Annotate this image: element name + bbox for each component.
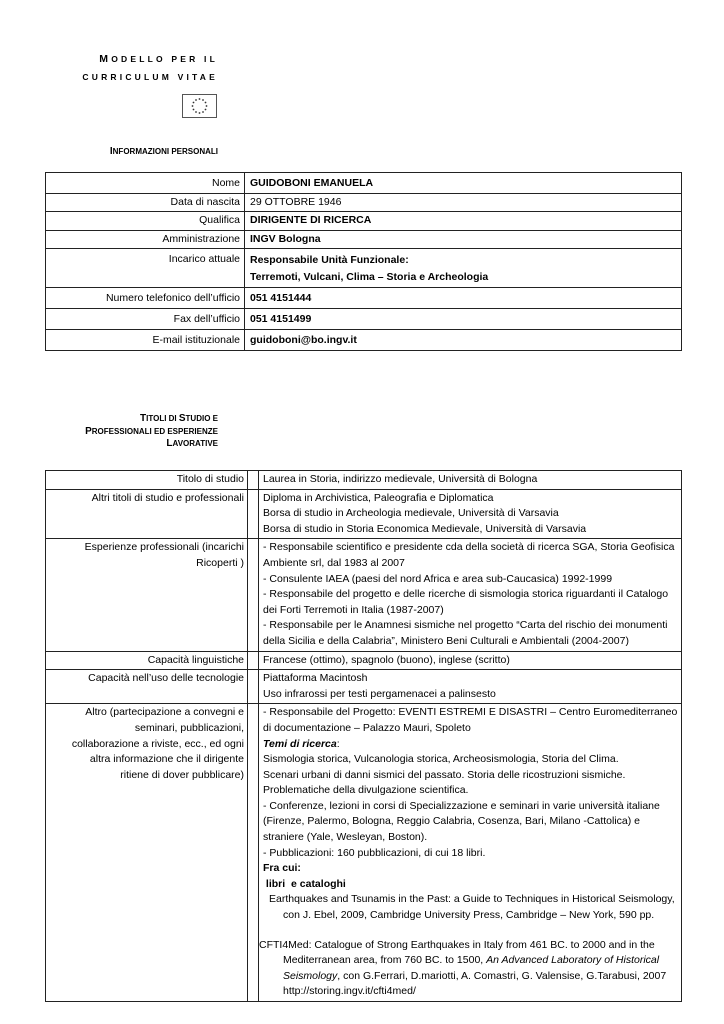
row-tecnologie — [46, 670, 682, 704]
info-label: Data di nascita — [46, 193, 245, 212]
info-label: Fax dell’ufficio — [46, 308, 245, 329]
row-titolo-studio — [46, 471, 682, 490]
info-value: 051 4151499 — [245, 308, 682, 329]
book2-italic: An Advanced Laboratory of Historical Seismology — [283, 954, 660, 982]
info-label: E-mail istituzionale — [46, 329, 245, 351]
row-label: Altri titoli di studio e professionali — [46, 489, 248, 539]
book2-text-end: , con G.Ferrari, D.mariotti, A. Comastri, G. Valensise, G.Tarabusi, 2007 http://storing.ingv.it/cfti4med/ — [283, 969, 667, 998]
info-row-data-nascita — [46, 193, 682, 212]
temi-colon: : — [336, 737, 340, 750]
info-row-amministrazione — [46, 230, 682, 249]
info-row-email — [46, 329, 682, 351]
temi-heading — [263, 737, 679, 753]
row-label: Titolo di studio — [46, 471, 248, 490]
list-item: Diploma in Archivistica, Paleografia e Diplomatica — [263, 491, 494, 504]
list-item: - Consulente IAEA (paesi del nord Africa e area sub-Caucasica) 1992-1999 — [263, 572, 613, 585]
heading-rest: ROFESSIONALI ED ESPERIENZE — [91, 426, 218, 436]
book-item — [259, 938, 679, 1000]
info-value: GUIDOBONI EMANUELA — [245, 173, 682, 194]
info-row-nome — [46, 173, 682, 194]
row-esperienze — [46, 539, 682, 651]
label-line: Altro (partecipazione a convegni e — [85, 706, 244, 719]
model-title — [82, 50, 218, 86]
info-value: 29 OTTOBRE 1946 — [245, 193, 682, 212]
row-label: Capacità linguistiche — [46, 651, 248, 670]
row-altro — [46, 704, 682, 1002]
info-label: Numero telefonico dell’ufficio — [46, 288, 245, 309]
row-value: Francese (ottimo), spagnolo (buono), inglese (scritto) — [259, 651, 682, 670]
heading-cap: P — [85, 425, 92, 437]
row-value — [259, 489, 682, 539]
progetto-text: - Responsabile del Progetto: EVENTI ESTREMI E DISASTRI – Centro Euromediterraneo di documentazione – Palazzo Mauri, Spoleto — [263, 706, 678, 734]
info-label: Incarico attuale — [46, 249, 245, 288]
row-value — [259, 670, 682, 704]
heading-rest: NFORMAZIONI PERSONALI — [112, 147, 218, 156]
info-label: Nome — [46, 173, 245, 194]
row-value: Laurea in Storia, indirizzo medievale, Università di Bologna — [259, 471, 682, 490]
gap-cell — [248, 651, 259, 670]
model-title-line1: ODELLO PER IL — [111, 54, 218, 64]
info-value: DIRIGENTE DI RICERCA — [245, 212, 682, 231]
model-title-cap: M — [99, 53, 112, 65]
info-row-incarico — [46, 249, 682, 288]
book-item: Earthquakes and Tsunamis in the Past: a Guide to Techniques in Historical Seismology, con J. Ebel, 2009, Cambridge University Press, Cambridge – New York, 590 pp. — [269, 893, 675, 922]
heading-rest: ITOLI DI — [146, 414, 179, 423]
row-lingue — [46, 651, 682, 670]
label-line: seminari, pubblicazioni, — [134, 721, 244, 734]
info-row-qualifica — [46, 212, 682, 231]
label-line: collaborazione a riviste, ecc., ed ogni — [71, 737, 244, 750]
education-heading — [85, 413, 218, 451]
personal-info-table — [45, 172, 682, 351]
gap-cell — [248, 670, 259, 704]
row-value — [259, 704, 682, 1002]
label-line: ritiene di dover pubblicare) — [120, 768, 244, 781]
info-label: Qualifica — [46, 212, 245, 231]
list-item: - Responsabile per le Anamnesi sismiche nel progetto “Carta del rischio dei monumenti della Sicilia e della Calabria”, Ministero Beni Culturali e Ambientali (2004-2007) — [263, 619, 668, 647]
temi-line: Problematiche della divulgazione scientifica. — [263, 784, 469, 797]
label-line: Esperienze professionali (incarichi — [84, 541, 244, 554]
temi-line: Scenari urbani di danni sismici del passato. Storia delle ricostruzioni sismiche. — [263, 768, 626, 781]
eu-flag-icon — [182, 94, 217, 118]
gap-cell — [248, 539, 259, 651]
temi-label: Temi di ricerca — [263, 737, 337, 750]
incarico-line2: Terremoti, Vulcani, Clima – Storia e Archeologia — [250, 271, 489, 284]
info-label: Amministrazione — [46, 230, 245, 249]
libri-label: libri e cataloghi — [263, 877, 346, 890]
personal-info-heading — [110, 146, 218, 159]
spacer — [263, 924, 679, 938]
label-line: Ricoperti ) — [196, 556, 244, 569]
list-item: - Responsabile del progetto e delle ricerche di sismologia storica riguardanti il Catalogo dei Forti Terremoti in Italia (1987-2007) — [263, 588, 669, 616]
gap-cell — [248, 489, 259, 539]
label-line: altra informazione che il dirigente — [89, 753, 244, 766]
incarico-line1: Responsabile Unità Funzionale: — [250, 254, 409, 267]
heading-cap: S — [178, 413, 186, 424]
temi-line: Sismologia storica, Vulcanologia storica, Archeosismologia, Storia del Clima. — [263, 753, 619, 766]
fra-cui-label: Fra cui: — [263, 862, 301, 875]
gap-cell — [248, 471, 259, 490]
list-item: Borsa di studio in Archeologia medievale, Università di Varsavia — [263, 507, 559, 520]
info-value — [245, 249, 682, 288]
row-label — [46, 704, 248, 1002]
heading-cap: T — [140, 413, 147, 424]
heading-cap: I — [109, 146, 113, 157]
row-label — [46, 539, 248, 651]
heading-rest: TUDIO E — [185, 414, 218, 423]
list-item: Borsa di studio in Storia Economica Medievale, Università di Varsavia — [263, 522, 587, 535]
pubblicazioni-text: - Pubblicazioni: 160 pubblicazioni, di cui 18 libri. — [263, 846, 486, 859]
list-item: Uso infrarossi per testi pergamenacei a palinsesto — [263, 687, 496, 700]
email-link[interactable]: guidoboni@bo.ingv.it — [245, 329, 682, 351]
education-table — [45, 470, 682, 1002]
heading-rest: AVORATIVE — [172, 439, 218, 448]
row-altri-titoli — [46, 489, 682, 539]
list-item: Piattaforma Macintosh — [263, 672, 368, 685]
model-title-line2: CURRICULUM VITAE — [82, 72, 218, 82]
info-value: 051 4151444 — [245, 288, 682, 309]
gap-cell — [248, 704, 259, 1002]
book2-text: CFTI4Med: Catalogue of Strong Earthquakes in Italy from 461 BC. to 2000 and in the Mediterranean area, from 760 BC. to 1500, — [259, 938, 655, 967]
info-row-fax — [46, 308, 682, 329]
row-label: Capacità nell’uso delle tecnologie — [46, 670, 248, 704]
row-value — [259, 539, 682, 651]
info-value: INGV Bologna — [245, 230, 682, 249]
info-row-telefono — [46, 288, 682, 309]
heading-cap: L — [166, 438, 173, 449]
list-item: - Responsabile scientifico e presidente cda della società di ricerca SGA, Storia Geofisica Ambiente srl, dal 1983 al 2007 — [263, 541, 675, 569]
conferenze-text: - Conferenze, lezioni in corsi di Specializzazione e seminari in varie università italiane (Firenze, Palermo, Bologna, Reggio Calabria, Cosenza, Bari, Milano -Cattolica) e straniere (Yale, Wesleyan, Boston). — [263, 799, 660, 844]
